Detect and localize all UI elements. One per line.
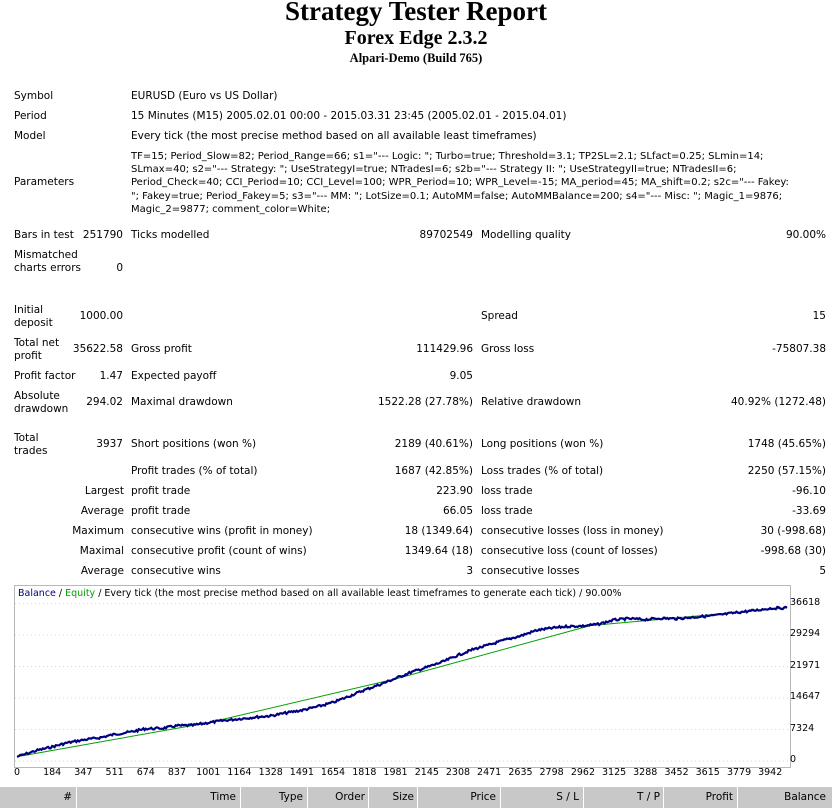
maxdd-value: 1522.28 (27.78%) (378, 396, 473, 408)
short-label: Short positions (won %) (131, 438, 257, 450)
balance-chart-plot (15, 586, 790, 767)
grossprofit-label: Gross profit (131, 343, 192, 355)
grossloss-value: -75807.38 (772, 343, 826, 355)
y-tick-label: 21971 (790, 659, 821, 671)
grossloss-label: Gross loss (481, 343, 535, 355)
ltrades-label: Loss trades (% of total) (481, 465, 604, 477)
mismatch-value: 0 (116, 262, 123, 274)
pf-label: Profit factor (14, 370, 76, 382)
model-value: Every tick (the most precise method based on all available least timeframes) (131, 130, 537, 142)
long-value: 1748 (45.65%) (747, 438, 826, 450)
absdd-label: Absolute drawdown (14, 390, 69, 415)
maxloss-label: consecutive loss (count of losses) (481, 545, 658, 557)
trades-value: 3937 (96, 438, 123, 450)
trades-label: Total trades (14, 432, 48, 457)
ptrades-label: Profit trades (% of total) (131, 465, 258, 477)
report-title: Strategy Tester Report (285, 0, 547, 26)
y-tick-label: 7324 (790, 722, 815, 734)
average-loss-label: loss trade (481, 505, 533, 517)
absdd-value: 294.02 (86, 396, 123, 408)
maxprofit-value: 1349.64 (18) (404, 545, 473, 557)
x-tick-label: 3942 (758, 767, 783, 778)
deposit-value: 1000.00 (79, 310, 123, 322)
largest-loss-label: loss trade (481, 485, 533, 497)
maxdd-label: Maximal drawdown (131, 396, 233, 408)
x-tick-label: 3125 (601, 767, 627, 778)
col-type[interactable]: Type (278, 791, 303, 803)
x-tick-label: 2308 (445, 767, 471, 778)
quality-value: 90.00% (785, 229, 826, 241)
col-price[interactable]: Price (470, 791, 496, 803)
period-value: 15 Minutes (M15) 2005.02.01 00:00 - 2015.03.31 23:45 (2005.02.01 - 2015.04.01) (131, 110, 567, 122)
x-tick-label: 184 (43, 767, 62, 778)
legend-balance: Balance (18, 588, 56, 599)
x-tick-label: 3452 (664, 767, 689, 778)
avglosses-value: 5 (819, 565, 826, 577)
col-time[interactable]: Time (210, 791, 236, 803)
ticks-label: Ticks modelled (131, 229, 210, 241)
average-profit-label: profit trade (131, 505, 191, 517)
x-tick-label: 1981 (383, 767, 408, 778)
maxlosses-value: 30 (-998.68) (760, 525, 826, 537)
largest-loss-value: -96.10 (792, 485, 826, 497)
x-tick-label: 1491 (289, 767, 314, 778)
x-tick-label: 2798 (539, 767, 564, 778)
balance-line (17, 607, 787, 757)
y-tick-label: 14647 (790, 691, 821, 703)
equity-line (17, 608, 787, 757)
x-tick-label: 3615 (695, 767, 720, 778)
mismatch-label: Mismatched charts errors (14, 249, 81, 274)
x-tick-label: 1164 (227, 767, 252, 778)
maxprofit-label: consecutive profit (count of wins) (131, 545, 307, 557)
short-value: 2189 (40.61%) (394, 438, 473, 450)
maxwins-value: 18 (1349.64) (404, 525, 473, 537)
server-name: Alpari-Demo (Build 765) (349, 51, 483, 65)
deposit-label: Initial deposit (14, 304, 53, 329)
average-label: Average (80, 505, 124, 517)
legend-sep: / (55, 588, 66, 599)
col-profit[interactable]: Profit (705, 791, 733, 803)
spread-value: 15 (812, 310, 826, 322)
maxlosses-label: consecutive losses (loss in money) (481, 525, 664, 537)
grossprofit-value: 111429.96 (416, 343, 473, 355)
avgwins-label: consecutive wins (131, 565, 221, 577)
x-tick-label: 0 (13, 767, 21, 778)
x-tick-label: 1654 (320, 767, 346, 778)
y-tick-label: 29294 (790, 628, 821, 640)
x-tick-label: 2471 (477, 767, 502, 778)
maxwins-label: consecutive wins (profit in money) (131, 525, 313, 537)
symbol-label: Symbol (14, 90, 54, 102)
model-label: Model (14, 130, 46, 142)
x-tick-label: 1328 (258, 767, 283, 778)
largest-profit-value: 223.90 (436, 485, 473, 497)
reldd-label: Relative drawdown (481, 396, 582, 408)
bars-value: 251790 (82, 229, 123, 241)
col-size[interactable]: Size (392, 791, 414, 803)
x-tick-label: 674 (136, 767, 155, 778)
legend-description: / Every tick (the most precise method based on all available least timeframes to generate each tick) / 90.00% (95, 588, 622, 599)
x-tick-label: 511 (105, 767, 124, 778)
symbol-value: EURUSD (Euro vs US Dollar) (131, 90, 278, 102)
x-tick-label: 837 (167, 767, 186, 778)
col-number[interactable]: # (63, 791, 72, 803)
chart-legend (18, 588, 622, 599)
col-take-profit[interactable]: T / P (637, 791, 660, 803)
payoff-label: Expected payoff (131, 370, 217, 382)
parameters-label: Parameters (14, 176, 75, 188)
y-tick-label: 0 (790, 754, 797, 765)
netprofit-value: 35622.58 (72, 343, 123, 355)
col-balance[interactable]: Balance (784, 791, 826, 803)
avgwins-value: 3 (466, 565, 473, 577)
x-tick-label: 3779 (726, 767, 752, 778)
largest-label: Largest (84, 485, 124, 497)
largest-profit-label: profit trade (131, 485, 191, 497)
ticks-value: 89702549 (419, 229, 473, 241)
pf-value: 1.47 (99, 370, 123, 382)
ltrades-value: 2250 (57.15%) (747, 465, 826, 477)
maxloss-value: -998.68 (30) (760, 545, 826, 557)
netprofit-label: Total net profit (14, 337, 60, 362)
x-tick-label: 3288 (633, 767, 658, 778)
average-profit-value: 66.05 (442, 505, 473, 517)
maximum-label: Maximum (72, 525, 124, 537)
average-loss-value: -33.69 (792, 505, 826, 517)
avglosses-label: consecutive losses (481, 565, 580, 577)
period-label: Period (14, 110, 47, 122)
ptrades-value: 1687 (42.85%) (394, 465, 473, 477)
y-tick-label: 36618 (790, 596, 821, 608)
parameters-value: TF=15; Period_Slow=82; Period_Range=66; s1="--- Logic: "; Turbo=true; Threshold=3.1; TP2SL=2.1; SLfact=0.25; SLmin=14; SLmax=40; s2="--- Strategy: "; UseStrategyI=true; NTradesI=6; s2b="--- Strategy II: "; UseStrategyII=true; NTradesII=6; Period_Check=40; CCI_Period=10; CCI_Level=100; WPR_Period=10; WPR_Level=-15; MA_period=45; MA_shift=0.2; s2c="--- Fakey: "; Fakey=true; Period_Fakey=5; s3="--- MM: "; LotSize=0.1; AutoMM=false; AutoMMBalance=200; s4="--- Misc: "; Magic_1=9876; Magic_2=9877; comment_color=White; (131, 151, 789, 215)
expert-name: Forex Edge 2.3.2 (344, 27, 488, 49)
x-tick-label: 347 (74, 767, 93, 778)
orders-table-header (0, 787, 832, 808)
average-consecutive-label: Average (80, 565, 124, 577)
col-order[interactable]: Order (335, 791, 365, 803)
x-tick-label: 1001 (196, 767, 221, 778)
long-label: Long positions (won %) (481, 438, 604, 450)
balance-chart (14, 585, 791, 768)
x-tick-label: 1818 (352, 767, 377, 778)
col-stop-loss[interactable]: S / L (556, 791, 579, 803)
x-tick-label: 2962 (570, 767, 596, 778)
x-tick-label: 2635 (508, 767, 533, 778)
reldd-value: 40.92% (1272.48) (731, 396, 826, 408)
quality-label: Modelling quality (481, 229, 571, 241)
payoff-value: 9.05 (449, 370, 473, 382)
x-tick-label: 2145 (414, 767, 439, 778)
legend-equity: Equity (65, 588, 96, 599)
maximal-label: Maximal (79, 545, 124, 557)
spread-label: Spread (481, 310, 518, 322)
bars-label: Bars in test (14, 229, 74, 241)
